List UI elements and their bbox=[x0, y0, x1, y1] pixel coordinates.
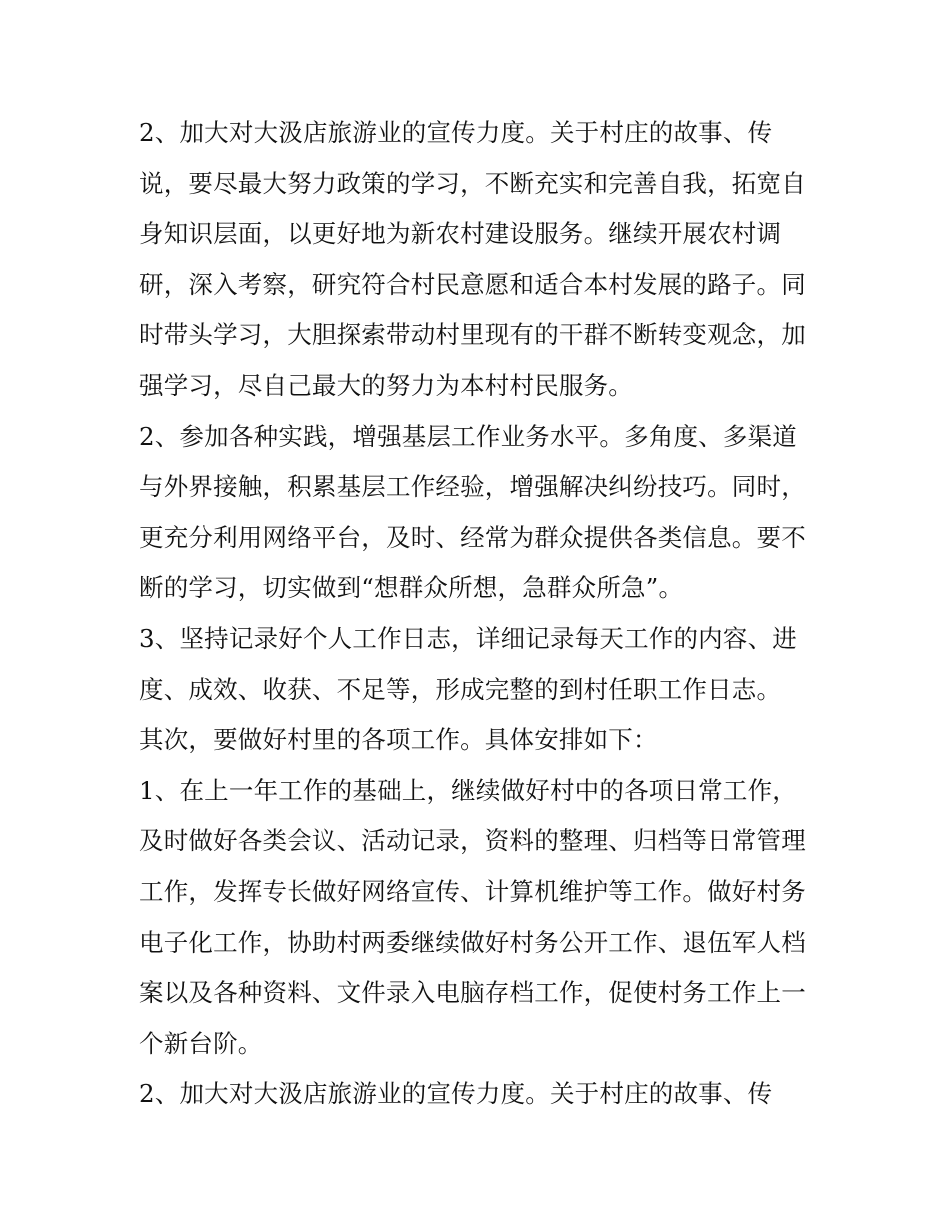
text-line: 3、坚持记录好个人工作日志，详细记录每天工作的内容、进 bbox=[139, 623, 797, 653]
text-line: 2、加大对大汲店旅游业的宣传力度。关于村庄的故事、传 bbox=[139, 118, 773, 147]
text-line: 1、在上一年工作的基础上，继续做好村中的各项日常工作， bbox=[139, 775, 797, 805]
text-line: 研，深入考察，研究符合村民意愿和适合本村发展的路子。同 bbox=[139, 269, 806, 299]
text-line: 电子化工作，协助村两委继续做好村务公开工作、退伍军人档 bbox=[139, 927, 806, 957]
text-line: 更充分利用网络平台，及时、经常为群众提供各类信息。要不 bbox=[139, 522, 806, 552]
text-line: 及时做好各类会议、活动记录，资料的整理、归档等日常管理 bbox=[139, 826, 806, 856]
text-line: 强学习，尽自己最大的努力为本村村民服务。 bbox=[139, 370, 633, 400]
body-text bbox=[139, 108, 819, 1120]
text-line: 2、参加各种实践，增强基层工作业务水平。多角度、多渠道 bbox=[139, 421, 797, 451]
text-line: 其次，要做好村里的各项工作。具体安排如下： bbox=[139, 725, 658, 755]
text-line: 身知识层面，以更好地为新农村建设服务。继续开展农村调 bbox=[139, 219, 782, 249]
text-line: 断的学习，切实做到“想群众所想，急群众所急”。 bbox=[139, 573, 684, 603]
text-line: 工作，发挥专长做好网络宣传、计算机维护等工作。做好村务 bbox=[139, 876, 806, 906]
text-line: 个新台阶。 bbox=[139, 1028, 263, 1058]
text-line: 案以及各种资料、文件录入电脑存档工作，促使村务工作上一 bbox=[139, 978, 806, 1008]
text-line: 说，要尽最大努力政策的学习，不断充实和完善自我，拓宽自 bbox=[139, 168, 806, 198]
text-line: 与外界接触，积累基层工作经验，增强解决纠纷技巧。同时， bbox=[139, 472, 806, 502]
text-line: 度、成效、收获、不足等，形成完整的到村任职工作日志。 bbox=[139, 674, 782, 704]
text-line: 时带头学习，大胆探索带动村里现有的干群不断转变观念，加 bbox=[139, 320, 806, 350]
text-line: 2、加大对大汲店旅游业的宣传力度。关于村庄的故事、传 bbox=[139, 1079, 773, 1109]
